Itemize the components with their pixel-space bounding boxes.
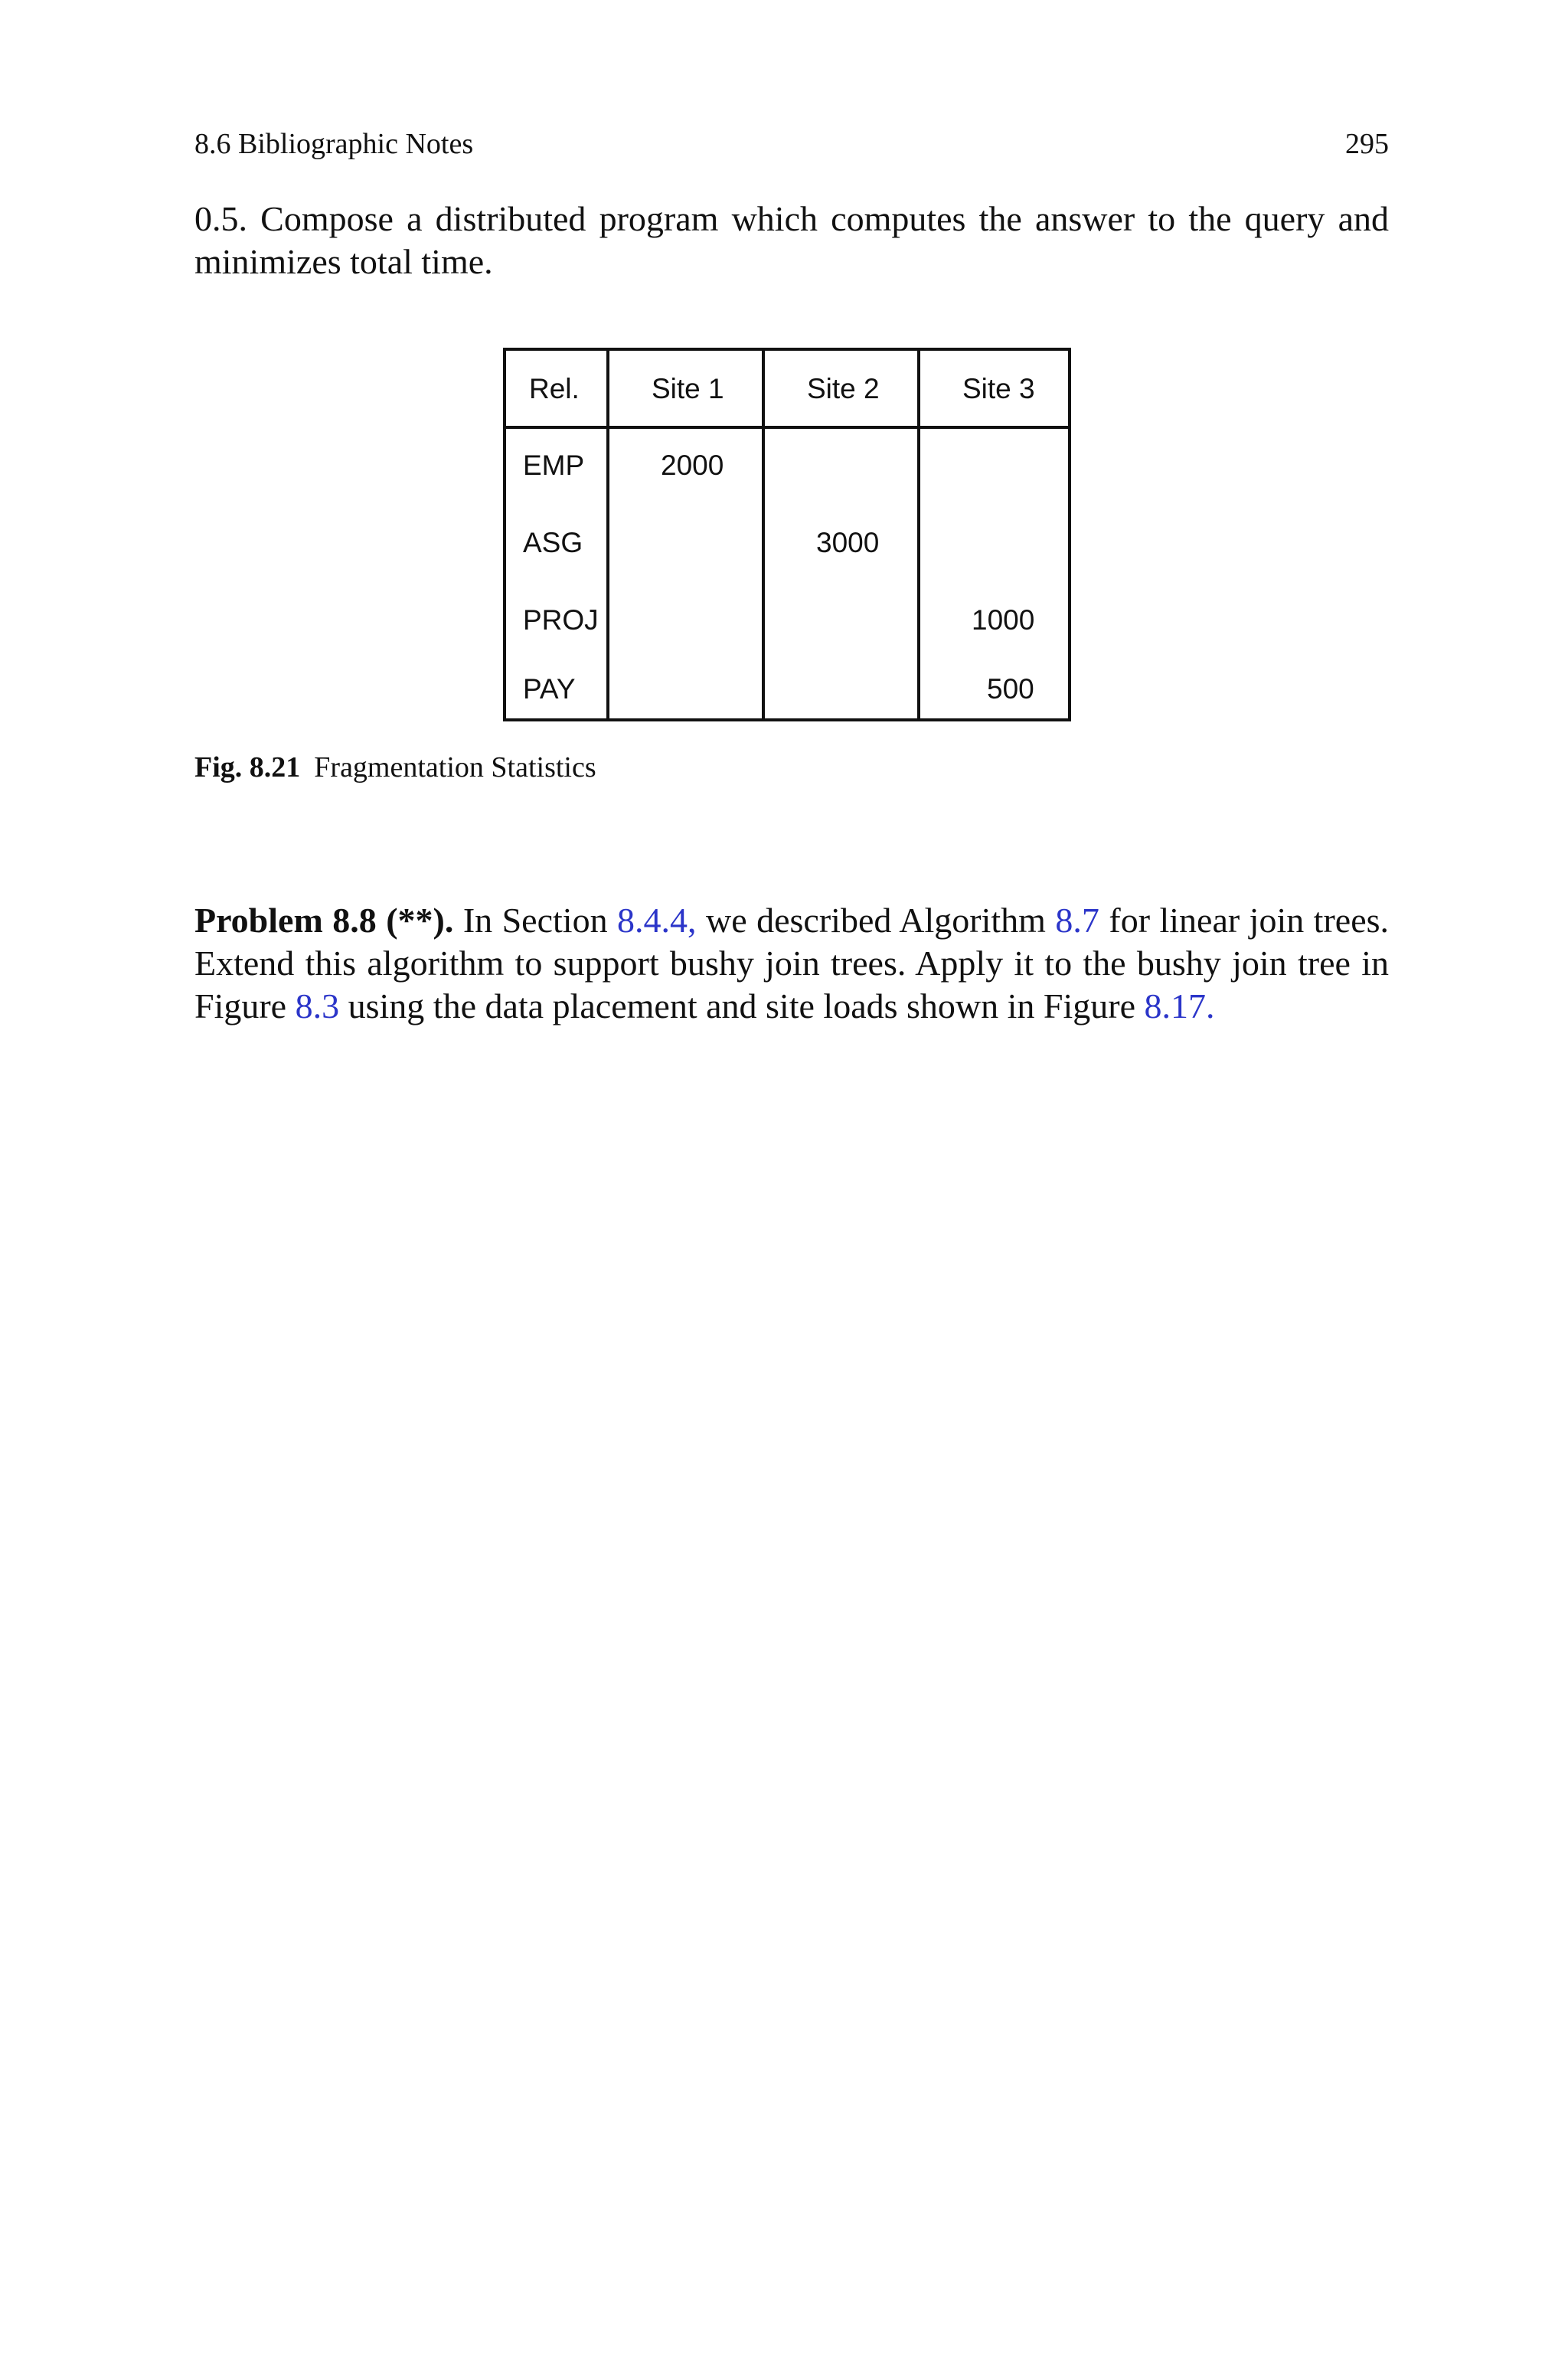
problem-text: for linear join trees. Extend this algorithm to support bushy join trees. Apply it to the bushy join tree in Figure (194, 901, 1390, 1025)
row-label-pay: PAY (523, 673, 576, 705)
algorithm-link[interactable]: 8.7 (1055, 901, 1099, 940)
row-label-proj: PROJ (523, 604, 599, 636)
problem-text: we described Algorithm (696, 901, 1056, 940)
header-site-3: Site 3 (962, 373, 1035, 404)
cell-proj-site-3: 1000 (972, 604, 1035, 636)
cell-pay-site-3: 500 (987, 673, 1034, 705)
page-number: 295 (1345, 128, 1389, 160)
column-divider (762, 351, 765, 718)
column-divider (917, 351, 920, 718)
problem-paragraph (194, 899, 1389, 1028)
header-rule (506, 426, 1068, 429)
section-link[interactable]: 8.4.4, (617, 901, 697, 940)
paragraph-exercise-continuation: 0.5. Compose a distributed program which computes the answer to the query and minimizes total time. (194, 199, 1389, 281)
problem-label: Problem 8.8 (**). (194, 901, 454, 940)
column-divider (606, 351, 609, 718)
cell-emp-site-1: 2000 (661, 450, 724, 481)
figure-caption (194, 749, 596, 786)
figure-label: Fig. 8.21 (194, 751, 301, 783)
figure-link[interactable]: 8.3 (295, 986, 340, 1025)
cell-asg-site-2: 3000 (816, 527, 880, 558)
row-label-asg: ASG (523, 527, 583, 558)
header-site-1: Site 1 (652, 373, 724, 404)
figure-link[interactable]: 8.17. (1144, 986, 1215, 1025)
row-label-emp: EMP (523, 450, 585, 481)
section-title: 8.6 Bibliographic Notes (194, 128, 474, 160)
problem-text: In Section (453, 901, 618, 940)
header-site-2: Site 2 (807, 373, 880, 404)
problem-text: using the data placement and site loads shown in Figure (339, 986, 1145, 1025)
fragmentation-statistics-table (503, 348, 1071, 721)
figure-caption-text: Fragmentation Statistics (314, 751, 596, 783)
header-rel: Rel. (529, 373, 580, 404)
